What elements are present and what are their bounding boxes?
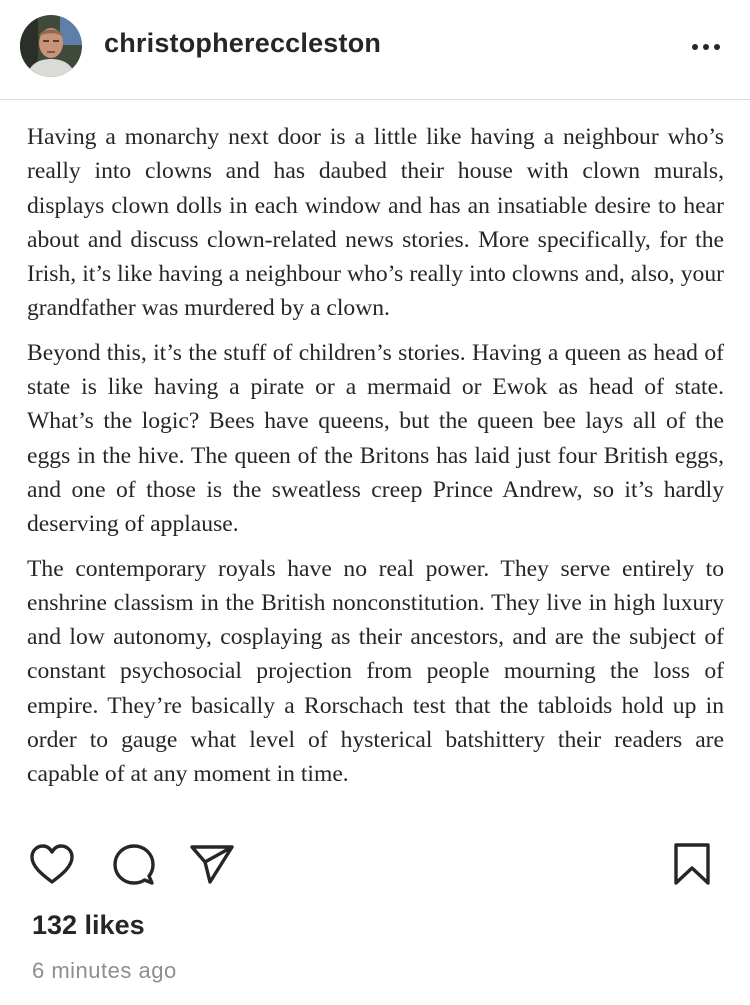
send-icon [188, 842, 236, 886]
comment-button[interactable] [108, 842, 156, 886]
profile-photo [20, 15, 82, 77]
caption-paragraph: Having a monarchy next door is a little like having a neighbour who’s really into clowns and has daubed their house with clown murals, displays clown dolls in each window and has an insatiable desire to hear about and discuss clown-related news stories. More specifically, for the Irish, it’s like having a neighbour who’s really into clowns and, also, your grandfather was murdered by a clown. [27, 124, 724, 322]
like-count[interactable]: 132 likes [32, 910, 145, 940]
post-timestamp: 6 minutes ago [32, 958, 177, 983]
bookmark-icon [668, 842, 716, 886]
post-caption [27, 120, 724, 802]
save-button[interactable] [668, 842, 716, 886]
like-button[interactable] [28, 842, 76, 886]
share-button[interactable] [188, 842, 236, 886]
more-options-button[interactable] [688, 36, 724, 58]
more-horizontal-icon [688, 36, 724, 58]
username[interactable]: christophereccleston [104, 28, 382, 58]
heart-icon [28, 842, 76, 886]
caption-paragraph: Beyond this, it’s the stuff of children’s stories. Having a queen as head of state is like having a pirate or a mermaid or Ewok as head of state. What’s the logic? Bees have queens, but the queen bee lays all of the eggs in the hive. The queen of the Britons has laid just four British eggs, and one of those is the sweatless creep Prince Andrew, so it’s hardly deserving of applause. [27, 339, 724, 538]
avatar[interactable] [20, 15, 82, 77]
comment-icon [108, 842, 156, 886]
caption-paragraph: The contemporary royals have no real power. They serve entirely to enshrine classism in the British nonconstitution. They live in high luxury and low autonomy, cosplaying as their ancestors, and are the subject of constant psychosocial projection from people mourning the loss of empire. They’re basically a Rorschach test that the tabloids hold up in order to gauge what level of hysterical batshittery their readers are capable of at any moment in time. [27, 555, 724, 788]
post-header [0, 0, 750, 100]
